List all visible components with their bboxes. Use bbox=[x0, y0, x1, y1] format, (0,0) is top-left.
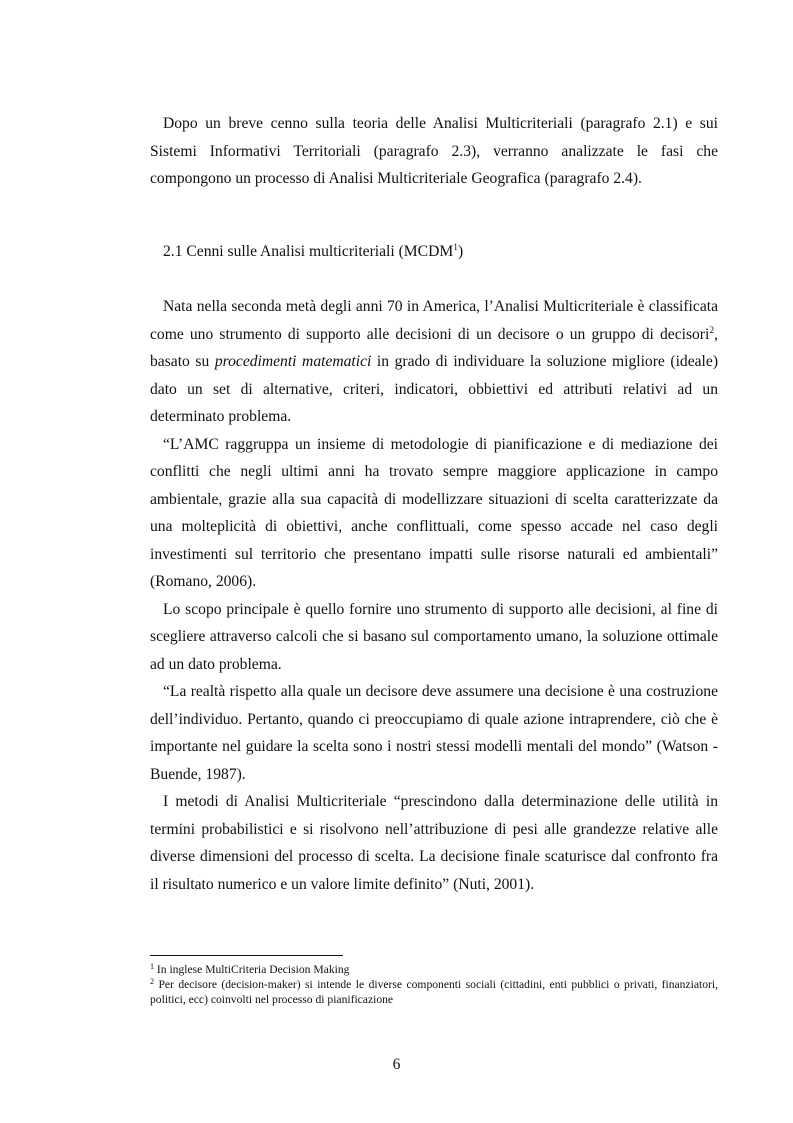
paragraph-1-text-a: Nata nella seconda metà degli anni 70 in America, l’Analisi Multicriteriale è classificata come uno strumento di supporto alle decisioni di un decisore o un gruppo di decisori bbox=[150, 298, 718, 343]
footnotes bbox=[150, 962, 718, 1007]
paragraph-1-text-b: , basato su bbox=[150, 325, 718, 370]
intro-block bbox=[150, 110, 718, 193]
footnote-1-text: In inglese MultiCriteria Decision Making bbox=[154, 963, 350, 976]
footnote-2-number: 2 bbox=[150, 977, 154, 986]
paragraph-1 bbox=[150, 293, 718, 431]
paragraph-4: “La realtà rispetto alla quale un decisore deve assumere una decisione è una costruzione dell’individuo. Pertanto, quando ci preoccupiamo di quale azione intraprendere, ciò che è importante nel guidare la scelta sono i nostri stessi modelli mentali del mondo” (Watson - Buende, 1987). bbox=[150, 683, 718, 783]
footnote-ref-1: 1 bbox=[453, 243, 458, 253]
section-heading bbox=[163, 238, 463, 265]
paragraph-1-text-c: in grado di individuare la soluzione migliore (ideale) dato un set di alternative, criteri, indicatori, obbiettivi ed attributi relativi ad un determinato problema. bbox=[150, 353, 719, 425]
footnote-divider bbox=[150, 955, 343, 956]
paragraph-2: “L’AMC raggruppa un insieme di metodologie di pianificazione e di mediazione dei conflitti che negli ultimi anni ha trovato sempre maggiore applicazione in campo ambientale, grazie alla sua capacità di modellizzare situazioni di scelta caratterizzate da una molteplicità di obiettivi, anche conflittuali, come spesso accade nel caso degli investimenti sul territorio che presentano impatti sulle risorse naturali ed ambientali” (Romano, 2006). bbox=[150, 435, 718, 590]
section-heading-close: ) bbox=[457, 243, 464, 260]
paragraph-3: Lo scopo principale è quello fornire uno strumento di supporto alle decisioni, al fine di scegliere attraverso calcoli che si basano sul comportamento umano, la soluzione ottimale ad un dato problema. bbox=[150, 600, 718, 673]
footnote-2 bbox=[150, 977, 718, 1007]
footnote-1 bbox=[150, 962, 718, 977]
footnote-1-number: 1 bbox=[150, 962, 154, 971]
body-block bbox=[150, 293, 718, 898]
paragraph-5: I metodi di Analisi Multicriteriale “prescindono dalla determinazione delle utilità in termini probabilistici e si risolvono nell’attribuzione di pesi alle grandezze relative alle diverse dimensioni del processo di scelta. La decisione finale scaturisce dal confronto fra il risultato numerico e un valore limite definito” (Nuti, 2001). bbox=[150, 793, 718, 893]
page-number: 6 bbox=[392, 1056, 401, 1073]
footnote-2-text: Per decisore (decision-maker) si intende le diverse componenti sociali (cittadini, enti pubblici o privati, finanziatori, politici, ecc) coinvolti nel processo di pianificazione bbox=[150, 978, 718, 1006]
intro-paragraph: Dopo un breve cenno sulla teoria delle Analisi Multicriteriali (paragrafo 2.1) e sui Sistemi Informativi Territoriali (paragrafo 2.3), verranno analizzate le fasi che compongono un processo di Analisi Multicriteriale Geografica (paragrafo 2.4). bbox=[150, 115, 718, 187]
paragraph-1-emphasis: procedimenti matematici bbox=[214, 353, 372, 370]
footnote-ref-2: 2 bbox=[709, 325, 715, 336]
section-heading-text: 2.1 Cenni sulle Analisi multicriteriali (MCDM bbox=[163, 243, 454, 260]
